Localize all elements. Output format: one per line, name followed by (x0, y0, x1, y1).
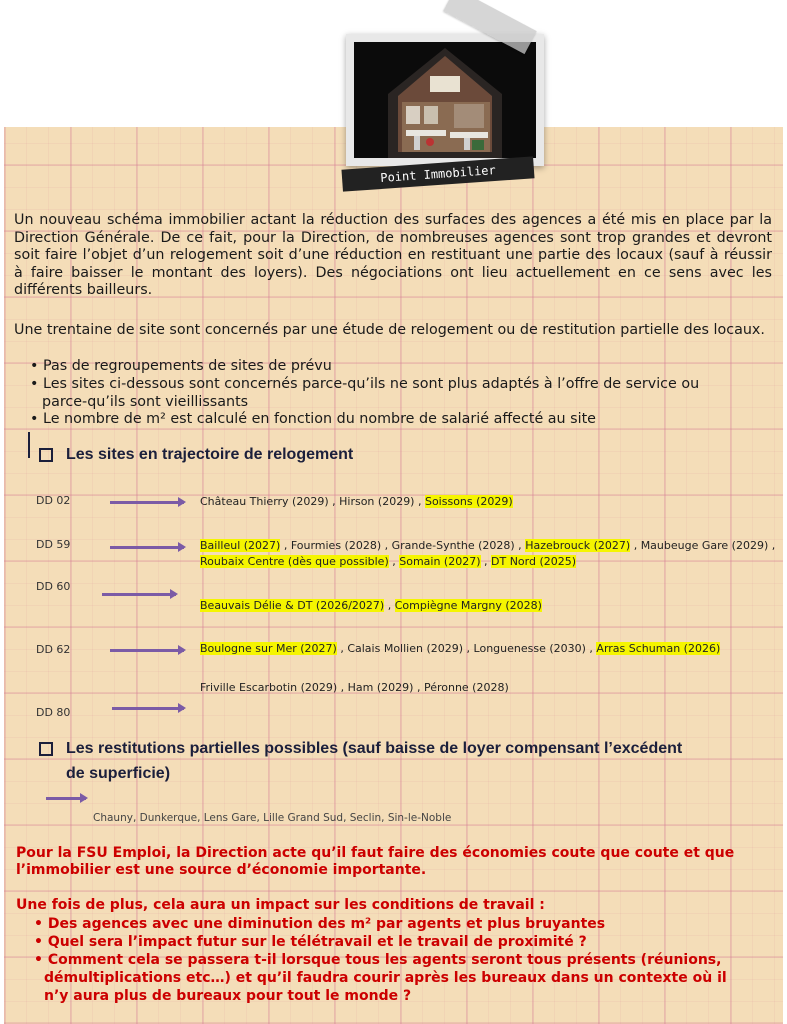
arrow-icon (110, 501, 184, 504)
bullet-continuation: parce-qu’ils sont vieillissants (42, 394, 249, 410)
site-highlight: Somain (2027) (399, 555, 481, 568)
dd-code: DD 60 (36, 580, 71, 593)
fsu-bullet-text: Comment cela se passera t-il lorsque tous les agents seront tous présents (réunions, (47, 952, 722, 968)
restitution-heading-line2: de superficie) (66, 765, 171, 782)
restitution-heading-line1: Les restitutions partielles possibles (sauf baisse de loyer compensant l’excédent (66, 740, 683, 757)
site-highlight: Boulogne sur Mer (2027) (200, 642, 337, 655)
sites-list-dd62 (200, 641, 720, 657)
bullet-item: • Pas de regroupements de sites de prévu (30, 358, 332, 374)
site-highlight: Compiègne Margny (2028) (394, 599, 542, 612)
site-text: , (480, 555, 492, 568)
fsu-paragraph-2: Une fois de plus, cela aura un impact sur les conditions de travail : (16, 897, 545, 913)
site-text: , (384, 599, 395, 612)
site-highlight: DT Nord (2025) (491, 555, 577, 568)
sites-list-dd80: Friville Escarbotin (2029) , Ham (2029) , Péronne (2028) (200, 681, 509, 694)
section-label: Point Immobilier (341, 156, 534, 191)
dd-code: DD 80 (36, 706, 71, 719)
bullet-text: Le nombre de m² est calculé en fonction du nombre de salarié affecté au site (42, 411, 596, 427)
arrow-icon (110, 546, 184, 549)
fsu-bullet: • Quel sera l’impact futur sur le télétravail et le travail de proximité ? (34, 934, 587, 950)
cursor-bar (28, 432, 30, 458)
site-text: , (388, 555, 400, 568)
fsu-bullet-text: Quel sera l’impact futur sur le télétravail et le travail de proximité ? (47, 934, 587, 950)
arrow-icon (46, 797, 86, 800)
fsu-paragraph-line1: Pour la FSU Emploi, la Direction acte qu’il faut faire des économies coute que coute et que (16, 845, 735, 861)
bullet-text: Les sites ci-dessous sont concernés parce-qu’ils ne sont plus adaptés à l’offre de service ou (42, 376, 700, 392)
relogement-heading: Les sites en trajectoire de relogement (66, 446, 354, 463)
bullet-item: • Les sites ci-dessous sont concernés parce-qu’ils ne sont plus adaptés à l’offre de service ou (30, 376, 700, 392)
fsu-bullet-continuation: démultiplications etc…) et qu’il faudra courir après les bureaux dans un contexte où il (44, 970, 727, 986)
sites-list-dd02 (200, 494, 513, 510)
site-highlight: Roubaix Centre (dès que possible) (200, 555, 389, 568)
checkbox-icon (39, 742, 53, 756)
arrow-icon (102, 593, 176, 596)
site-highlight: Bailleul (2027) (200, 539, 281, 552)
intro-paragraph-1: Un nouveau schéma immobilier actant la réduction des surfaces des agences a été mis en place par la Direction Générale. De ce fait, pour la Direction, de nombreuses agences sont trop grandes et devront soit faire l’objet d’un relogement soit d’une réduction en restituant une partie des locaux (sauf à réussir à faire baisser le montant des loyers). Des négociations ont lieu actuellement en ce sens avec les différents bailleurs. (14, 212, 772, 298)
site-highlight: Arras Schuman (2026) (596, 642, 721, 655)
fsu-bullet-text: Des agences avec une diminution des m² par agents et plus bruyantes (47, 916, 606, 932)
site-text: , Fourmies (2028) , Grande-Synthe (2028) , (280, 539, 526, 552)
site-text: Château Thierry (2029) , Hirson (2029) , (200, 495, 425, 508)
dd-code: DD 59 (36, 538, 71, 551)
fsu-bullet: • Comment cela se passera t-il lorsque tous les agents seront tous présents (réunions, (34, 952, 722, 968)
site-highlight: Hazebrouck (2027) (525, 539, 631, 552)
fsu-paragraph-line2: l’immobilier est une source d’économie importante. (16, 862, 427, 878)
fsu-bullet-continuation: n’y aura plus de bureaux pour tout le monde ? (44, 988, 412, 1004)
sites-list-dd60 (200, 598, 542, 614)
restitution-sites: Chauny, Dunkerque, Lens Gare, Lille Grand Sud, Seclin, Sin-le-Noble (93, 812, 452, 824)
arrow-icon (112, 707, 184, 710)
sites-list-dd59 (200, 538, 780, 570)
dd-code: DD 62 (36, 643, 71, 656)
arrow-icon (110, 649, 184, 652)
intro-paragraph-2: Une trentaine de site sont concernés par une étude de relogement ou de restitution partielle des locaux. (14, 322, 765, 338)
fsu-bullet: • Des agences avec une diminution des m² par agents et plus bruyantes (34, 916, 606, 932)
site-highlight: Soissons (2029) (424, 495, 513, 508)
site-text: , Maubeuge Gare (2029) , (630, 539, 776, 552)
site-highlight: Beauvais Délie & DT (2026/2027) (200, 599, 385, 612)
site-text: , Calais Mollien (2029) , Longuenesse (2030) , (336, 642, 597, 655)
dd-code: DD 02 (36, 494, 71, 507)
bullet-item: • Le nombre de m² est calculé en fonction du nombre de salarié affecté au site (30, 411, 596, 427)
bullet-text: Pas de regroupements de sites de prévu (42, 358, 332, 374)
checkbox-icon (39, 448, 53, 462)
